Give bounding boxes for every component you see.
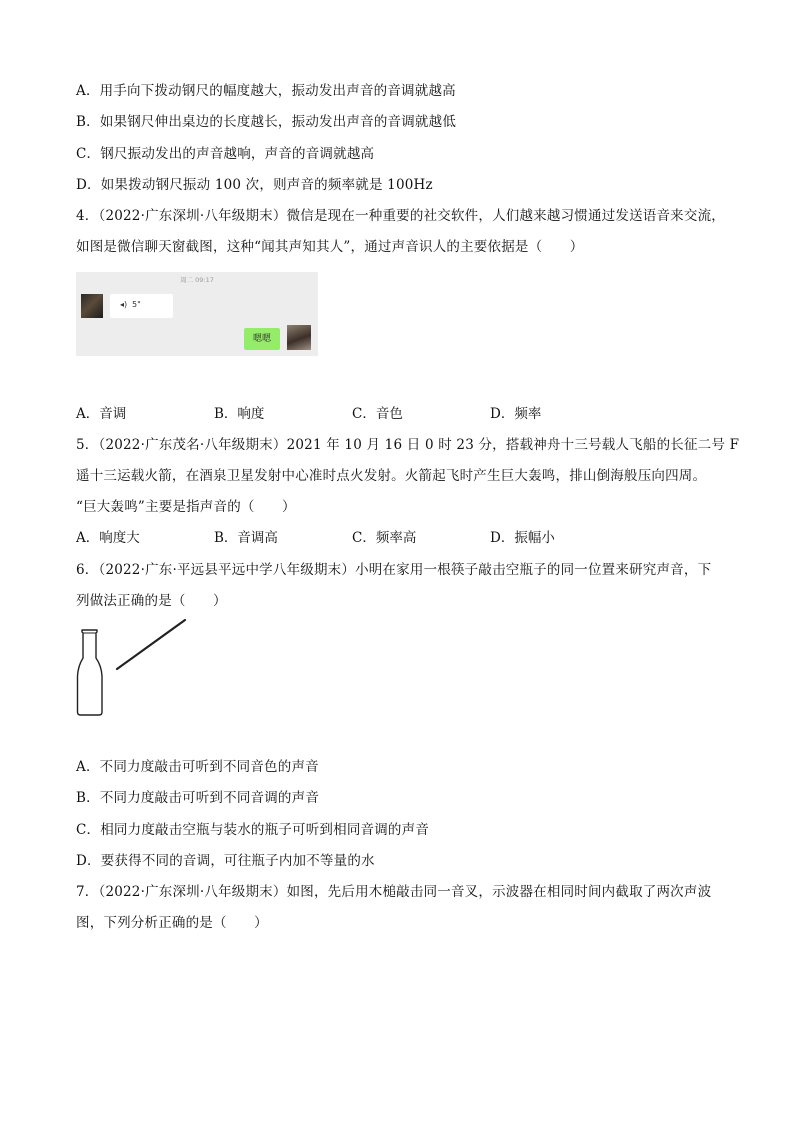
q7-stem-line2: 图，下列分析正确的是（ ） (76, 915, 268, 931)
bottle-chopstick-figure (74, 616, 194, 720)
voice-message-bubble (110, 294, 173, 318)
q6-option-a: A．不同力度敲击可听到不同音色的声音 (76, 759, 319, 775)
q3-option-b: B．如果钢尺伸出桌边的长度越长，振动发出声音的音调就越低 (76, 114, 457, 130)
sender-avatar (81, 294, 103, 318)
q5-stem-line3: “巨大轰鸣”主要是指声音的（ ） (76, 499, 296, 515)
q4-option-c: C．音色 (352, 406, 403, 422)
q5-option-b: B．音调高 (214, 530, 278, 546)
q5-option-c: C．频率高 (352, 530, 417, 546)
q3-option-a: A．用手向下拨动钢尺的幅度越大，振动发出声音的音调就越高 (76, 83, 456, 99)
receiver-avatar (287, 325, 311, 350)
q6-stem-line2: 列做法正确的是（ ） (76, 593, 227, 609)
reply-message-bubble: 嗯嗯 (244, 328, 280, 350)
voice-wave-icon: ◂) (120, 300, 128, 309)
q3-option-d: D．如果拨动钢尺振动 100 次，则声音的频率就是 100Hz (76, 177, 433, 193)
wechat-chat-screenshot (76, 272, 318, 356)
q6-option-d: D．要获得不同的音调，可往瓶子内加不等量的水 (76, 853, 375, 869)
q4-stem-line1: 4．（2022·广东深圳·八年级期末）微信是现在一种重要的社交软件，人们越来越习惯通过发送语音来交流， (76, 208, 725, 224)
voice-duration: 5" (132, 300, 141, 309)
q6-stem-line1: 6．（2022·广东·平远县平远中学八年级期末）小明在家用一根筷子敲击空瓶子的同一位置来研究声音，下 (76, 562, 712, 578)
q5-stem-line2: 遥十三运载火箭，在酒泉卫星发射中心准时点火发射。火箭起飞时产生巨大轰鸣，排山倒海般压向四周。 (76, 468, 707, 484)
q4-option-d: D．频率 (490, 406, 542, 422)
q4-option-b: B．响度 (214, 406, 265, 422)
chat-timestamp: 周二 09:17 (180, 276, 214, 284)
q6-option-c: C．相同力度敲击空瓶与装水的瓶子可听到相同音调的声音 (76, 822, 430, 838)
q5-stem-line1: 5．（2022·广东茂名·八年级期末）2021 年 10 月 16 日 0 时 23 分，搭载神舟十三号载人飞船的长征二号 F (76, 437, 740, 453)
q5-option-d: D．振幅小 (490, 530, 555, 546)
q6-option-b: B．不同力度敲击可听到不同音调的声音 (76, 790, 320, 806)
bottle-outline (78, 630, 103, 715)
q5-option-a: A．响度大 (76, 530, 140, 546)
chopstick (117, 620, 185, 669)
q4-stem-line2: 如图是微信聊天窗截图，这种“闻其声知其人”，通过声音识人的主要依据是（ ） (76, 239, 584, 255)
q7-stem-line1: 7．（2022·广东深圳·八年级期末）如图，先后用木槌敲击同一音叉，示波器在相同时间内截取了两次声波 (76, 884, 712, 900)
q4-option-a: A．音调 (76, 406, 127, 422)
q3-option-c: C．钢尺振动发出的声音越响，声音的音调就越高 (76, 146, 375, 162)
